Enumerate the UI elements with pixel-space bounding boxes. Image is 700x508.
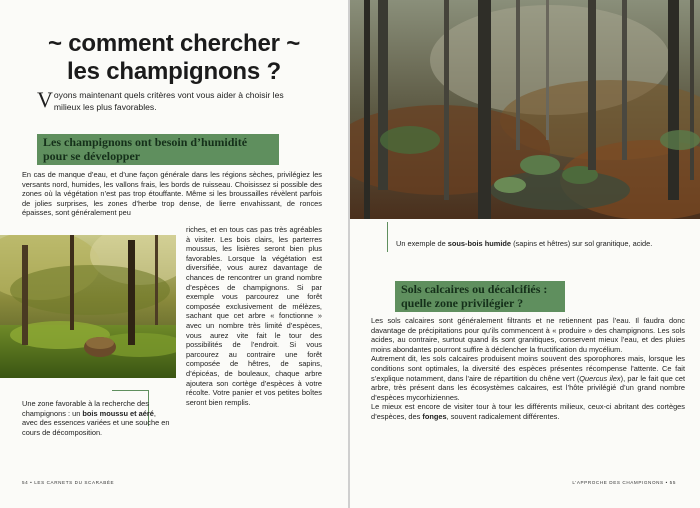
keyword-bold: fonges <box>422 411 447 421</box>
caption-text: Un exemple de <box>396 239 448 248</box>
body-text-full-width: En cas de manque d’eau, et d’une façon générale dans les régions sèches, privilégiez les versants nord, humides, les vallons frais, les bords de ruisseau. Choisissez si possible des zones où la végétation n’est pas trop étouffante. Même si les broussailles révèlent parfois de jolies surprises, les zones d’herbe trop dense, de lierre envahissant, de ronces épaisses, sont généralement peu <box>22 170 322 218</box>
paragraph-1 <box>371 316 685 354</box>
photo-caption-right <box>396 239 686 249</box>
caption-rule-vertical-right <box>387 222 388 252</box>
caption-text-end: , avec des essences variées et une souche en cours de décomposition. <box>22 408 170 437</box>
left-page <box>0 0 348 508</box>
paragraph-2 <box>371 354 685 402</box>
page-footer-right: L’APPROCHE DES CHAMPIGNONS • 55 <box>572 480 676 485</box>
intro-text: oyons maintenant quels critères vont vous aider à choisir les milieux les plus favorables. <box>53 90 284 112</box>
paragraph-3 <box>371 402 685 421</box>
forest-photo-humid-undergrowth <box>350 0 700 219</box>
paragraph-3-text-end: , souvent radicalement différentes. <box>446 411 560 421</box>
caption-text: Une zone favorable à la recherche des champignons : un <box>22 399 149 418</box>
page-title-line1: ~ comment chercher ~ <box>47 30 301 57</box>
latin-name: Quercus ilex <box>579 373 621 383</box>
photo-caption-left <box>22 399 172 437</box>
drop-cap: V <box>37 87 53 112</box>
caption-rule-horizontal <box>112 390 148 391</box>
paragraph-3-text: Le mieux est encore de visiter tour à tour les différents milieux, ceux-ci abritant des cortèges d’espèces, des <box>371 402 685 421</box>
page-footer-left: 54 • LES CARNETS DU SCARABÉE <box>22 480 115 485</box>
section-heading-soils: Sols calcaires ou décalcifiés : quelle zone privilégier ? <box>395 281 565 312</box>
humid-undergrowth-illustration <box>350 0 700 219</box>
intro-paragraph <box>37 87 307 113</box>
paragraph-2-text-end: ), par le fait que cet arbre, très présent dans les écosystèmes calcaires, est l’hôte privilégié d’un grand nombre d’espèces mycorhiziennes. <box>371 373 686 402</box>
caption-bold-text: sous-bois humide <box>447 239 512 248</box>
paragraph-2-text: Autrement dit, les sols calcaires produisent moins souvent des sporophores mais, lorsque les conditions sont optimales, la diversité des espèces présentes récompense l’attente. Ce fait s’explique notamment, dans l’aire de répartition du chêne vert ( <box>371 354 685 383</box>
page-title-line2: les champignons ? <box>67 58 281 85</box>
section-heading-humidity: Les champignons ont besoin d’humidité pour se développer <box>37 134 279 165</box>
forest-photo-mossy-wood <box>0 235 176 378</box>
caption-text-end: (sapins et hêtres) sur sol granitique, acide. <box>511 239 653 248</box>
paragraph-1-text: Les sols calcaires sont généralement filtrants et ne retiennent pas l’eau. Il faudra donc davantage de précipitations pour qu’ils commencent à « produire » des champignons. Les sols acides, au contraire, surtout quand ils sont granitiques, conservent mieux l’eau, et des pluies moins abondantes pourront suffire à déclencher la fructification du mycélium. <box>371 316 685 354</box>
mossy-wood-illustration <box>0 235 176 378</box>
body-text-narrow-column: riches, et en tous cas pas très agréables à visiter. Les bois clairs, les parterres moussus, les lisières seront bien plus favorables. Lorsque la végétation est diversifiée, vous aurez davantage de chances de rencontrer un grand nombre d’espèces de champignons. Si par exemple vous parcourez une forêt composée exclusivement de mélèzes, sachant que cet arbre « fonctionne » avec un nombre très limité d’espèces, vous aurez vite fait le tour des possibilités de l’endroit. Si vous parcourez au contraire une forêt composée de hêtres, de sapins, d’épicéas, de bouleaux, chaque arbre ajoutera son cortège d’espèces à votre récolte. Votre panier et vos petites boîtes seront bien remplis. <box>186 225 322 407</box>
right-page <box>350 0 700 508</box>
body-text-soils <box>371 316 685 422</box>
caption-bold-text: bois moussu et aéré <box>82 408 154 418</box>
